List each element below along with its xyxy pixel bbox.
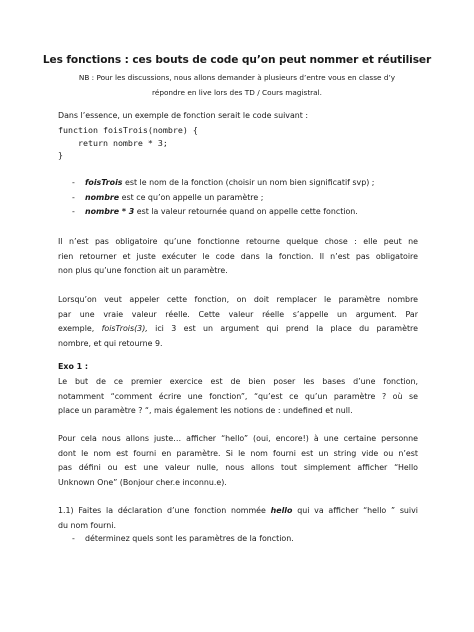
text-line: place un paramètre ? “, mais également les notions de : undefined et null. (58, 406, 353, 416)
text-line: Pour cela nous allons juste… afficher “hello” (oui, encore!) à une certaine personne (58, 434, 418, 443)
text-fragment: 1.1) Faites la déclaration d’une fonction nommée (58, 506, 271, 515)
nb-note (40, 71, 434, 100)
text-line: Unknown One” (Bonjour cher.e inconnu.e). (58, 478, 227, 488)
bullet-term: nombre * 3 (85, 207, 135, 216)
bullet-text: est le nom de la fonction (choisir un nom bien significatif svp) ; (122, 178, 375, 187)
text-line: Le but de ce premier exercice est de bien poser les bases d’une fonction, (58, 377, 418, 386)
bullet-text: est la valeur retournée quand on appelle cette fonction. (134, 207, 358, 216)
bullet-dash: - (72, 178, 75, 187)
paragraph-return (58, 235, 418, 279)
text-line: nombre, et qui retourne 9. (58, 339, 163, 349)
code-block (58, 124, 198, 162)
bullet-text: déterminez quels sont les paramètres de la fonction. (85, 534, 294, 543)
text-line: par une vraie valeur réelle. Cette valeur réelle s’appelle un argument. Par (58, 309, 418, 319)
code-line-3: } (58, 150, 63, 161)
function-name: hello (270, 506, 293, 515)
text-line: notamment “comment écrire une fonction”, “qu’est ce qu’un paramètre ? où se (58, 391, 418, 401)
code-line-2: return nombre * 3; (58, 137, 168, 148)
text-line: Lorsqu’on veut appeler cette fonction, on doit remplacer le paramètre nombre (58, 295, 418, 304)
intro-text: Dans l’essence, un exemple de fonction serait le code suivant : (58, 111, 309, 120)
text-line: dont le nom est fourni en paramètre. Si le nom fourni est un string vide ou n’est (58, 448, 418, 458)
nb-line-2: répondre en live lors des TD / Cours magistral. (152, 87, 322, 97)
text-line: rien retourner et juste exécuter le code dans la fonction. Il n’est pas obligatoire (58, 251, 418, 261)
code-example: foisTrois(3), (101, 324, 148, 334)
bullet-dash: - (72, 534, 75, 543)
exercise-heading: Exo 1 : (58, 362, 89, 371)
text-fragment: qui va afficher “hello ” suivi (292, 506, 418, 515)
text-line (58, 504, 418, 519)
bullet-term: foisTrois (85, 178, 123, 187)
text-line: du nom fourni. (58, 520, 116, 530)
nb-line-1: NB : Pour les discussions, nous allons demander à plusieurs d’entre vous en classe d’y (78, 73, 396, 82)
bullet-text: est ce qu’on appelle un paramètre ; (119, 193, 264, 202)
text-line (58, 322, 418, 337)
text-fragment: exemple, (58, 324, 102, 334)
paragraph-hello (58, 432, 418, 491)
bullet-dash: - (72, 193, 75, 202)
paragraph-argument (58, 293, 418, 352)
text-line: pas défini ou est une valeur nulle, nous allons tout simplement afficher “Hello (58, 463, 418, 473)
question-1-1 (58, 504, 418, 533)
text-line: non plus qu’une fonction ait un paramètre. (58, 266, 228, 276)
text-fragment: ici 3 est un argument qui prend la place du paramètre (147, 324, 418, 334)
text-line: Il n’est pas obligatoire qu’une fonctionne retourne quelque chose : elle peut ne (58, 237, 418, 246)
bullet-term: nombre (85, 193, 120, 202)
paragraph-exercise-goal (58, 375, 418, 419)
code-line-1: function foisTrois(nombre) { (58, 125, 198, 135)
bullet-dash: - (72, 207, 75, 216)
document-title: Les fonctions : ces bouts de code qu’on peut nommer et réutiliser (42, 54, 432, 66)
